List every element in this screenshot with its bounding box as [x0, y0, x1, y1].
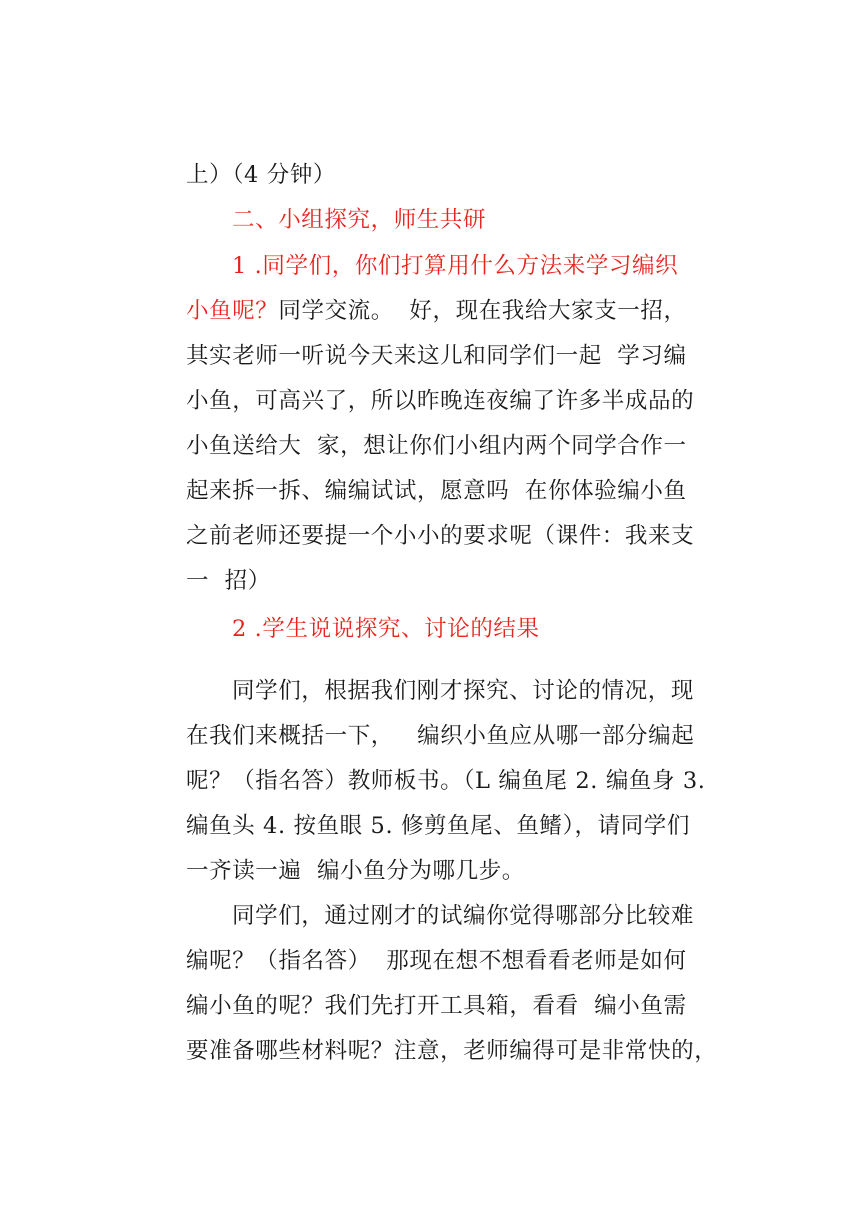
text-line — [232, 676, 694, 706]
text-segment: 编小鱼的呢？我们先打开工具箱，看看 编小鱼需 — [186, 993, 687, 1019]
text-segment: 呢？（指名答）教师板书。（L 编鱼尾 2. 编鱼身 3. — [186, 768, 706, 794]
text-segment: 同学交流。 好，现在我给大家支一招， — [278, 298, 687, 324]
text-line — [186, 521, 694, 551]
text-segment: 1 .同学们，你们打算用什么方法来学习编织 — [232, 253, 679, 279]
text-line — [186, 160, 336, 190]
text-segment: 其实老师一听说今天来这儿和同学们一起 学习编 — [186, 343, 687, 369]
text-segment: 同学们，通过刚才的试编你觉得哪部分比较难 — [232, 903, 695, 929]
section-heading — [232, 614, 540, 644]
text-line — [186, 991, 687, 1021]
text-line — [186, 946, 687, 976]
text-segment: 一齐读一遍 编小鱼分为哪几步。 — [186, 858, 525, 884]
text-segment: 起来拆一拆、编编试试，愿意吗 在你体验编小鱼 — [186, 478, 687, 504]
text-line — [186, 476, 687, 506]
text-line — [186, 296, 687, 326]
text-line — [186, 721, 694, 751]
text-segment: 要准备哪些材料呢？注意，老师编得可是非常快的， — [186, 1038, 718, 1064]
text-line — [232, 251, 678, 281]
text-segment: 小鱼呢？ — [186, 298, 279, 324]
text-segment: 二、小组探究，师生共研 — [232, 207, 487, 233]
text-segment: 编呢？（指名答） 那现在想不想看看老师是如何 — [186, 948, 687, 974]
text-line — [186, 1036, 717, 1066]
text-segment: 编鱼头 4. 按鱼眼 5. 修剪鱼尾、鱼鳍），请同学们 — [186, 813, 690, 839]
text-line — [186, 566, 271, 596]
text-line — [232, 901, 694, 931]
section-heading — [232, 205, 486, 235]
text-segment: 小鱼，可高兴了，所以昨晚连夜编了许多半成品的 — [186, 388, 695, 414]
text-line — [186, 856, 525, 886]
text-segment: 上）（4 分钟） — [186, 162, 337, 188]
text-line — [186, 766, 706, 796]
text-segment: 一 招） — [186, 568, 271, 594]
text-segment: 在我们来概括一下， 编织小鱼应从哪一部分编起 — [186, 723, 695, 749]
text-line — [186, 386, 694, 416]
text-segment: 之前老师还要提一个小小的要求呢（课件：我来支 — [186, 523, 695, 549]
text-line — [186, 431, 687, 461]
text-line — [186, 811, 690, 841]
text-segment: 小鱼送给大 家，想让你们小组内两个同学合作一 — [186, 433, 687, 459]
text-segment: 同学们，根据我们刚才探究、讨论的情况，现 — [232, 678, 695, 704]
text-line — [186, 341, 687, 371]
text-segment: 2 .学生说说探究、讨论的结果 — [232, 616, 540, 642]
